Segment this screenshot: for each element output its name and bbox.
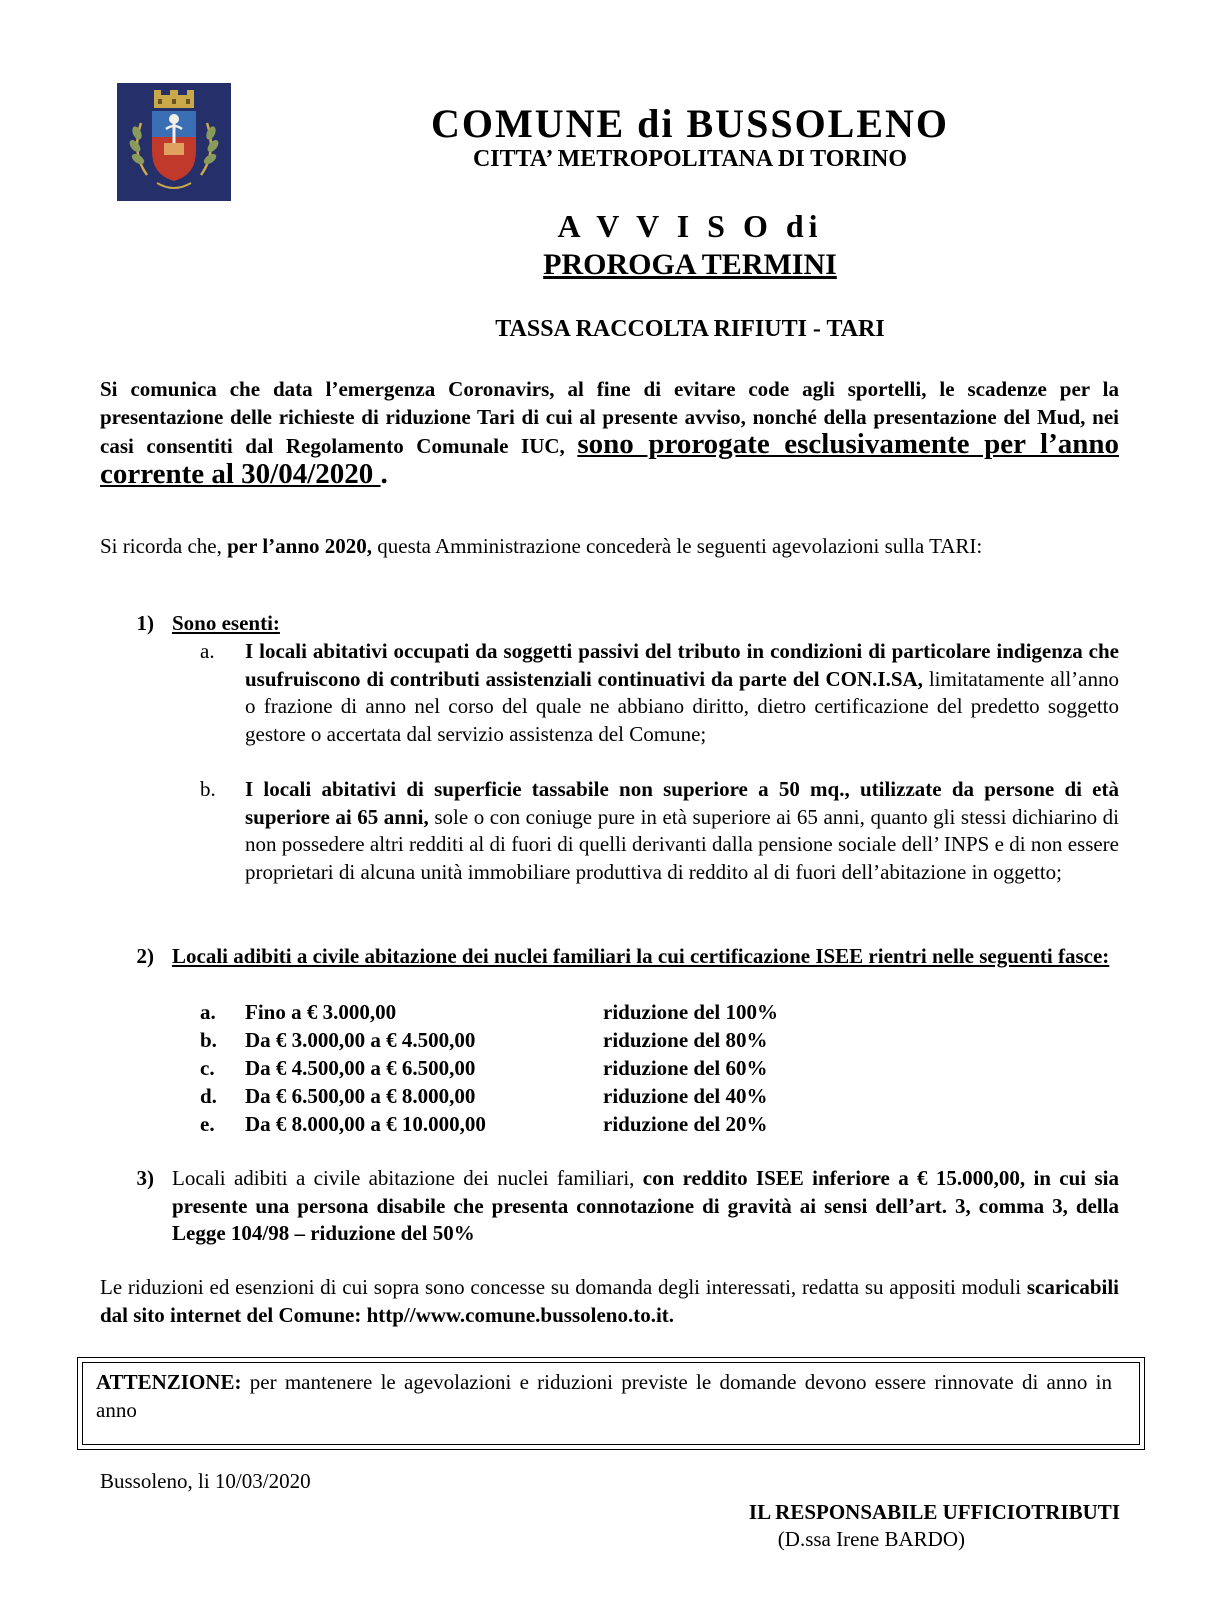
- isee-row-range: Fino a € 3.000,00: [245, 1000, 397, 1024]
- section1-b-text: [245, 776, 1119, 886]
- section1-number: 1): [136, 611, 154, 635]
- document-date: Bussoleno, li 10/03/2020: [100, 1469, 311, 1493]
- website-text: scaricabili dal sito internet del Comune: http//www.comune.bussoleno.to.it.: [100, 1275, 1119, 1327]
- intro-highlight: sono prorogate esclusivamente per l’anno corrente al 30/04/2020: [100, 428, 1119, 490]
- intro-end: .: [380, 457, 388, 490]
- reminder-paragraph: [100, 533, 1119, 561]
- attention-box: [77, 1357, 1145, 1450]
- isee-row-reduction: riduzione del 20%: [603, 1112, 768, 1136]
- intro-paragraph: [100, 376, 1119, 490]
- isee-row: [200, 1110, 900, 1138]
- application-text: Le riduzioni ed esenzioni di cui sopra sono concesse su domanda degli interessati, redatta su appositi moduli: [100, 1275, 1027, 1299]
- isee-row-label: c.: [200, 1056, 215, 1080]
- isee-row-reduction: riduzione del 100%: [603, 1000, 779, 1024]
- isee-row-range: Da € 6.500,00 a € 8.000,00: [245, 1084, 476, 1108]
- metropolitan-city: CITTA’ METROPOLITANA DI TORINO: [472, 146, 908, 172]
- reminder-pre: Si ricorda che,: [100, 534, 228, 558]
- isee-row-label: e.: [200, 1112, 215, 1136]
- section2-heading: Locali adibiti a civile abitazione dei nuclei familiari la cui certificazione ISEE rientri nelle seguenti fasce:: [172, 944, 1110, 968]
- intro-text: Si comunica che data l’emergenza Coronavirs, al fine di evitare code agli sportelli, le scadenze per la presentazione delle richieste di riduzione Tari di cui al presente avviso, nonché della presentazione del Mud, nei casi consentiti dal Regolamento Comunale IUC,: [100, 377, 1119, 458]
- application-paragraph: [100, 1274, 1119, 1329]
- section1-b-label: b.: [200, 777, 216, 801]
- isee-row-reduction: riduzione del 80%: [603, 1028, 768, 1052]
- isee-row-range: Da € 8.000,00 a € 10.000,00: [245, 1112, 486, 1136]
- section1-b-rest: sole o con coniuge pure in età superiore ai 65 anni, quanto gli stessi dichiarino di non possedere altri redditi al di fuori di quelli derivanti dalla pensione sociale dell’ INPS e di non essere proprietari di alcuna unità immobiliare produttiva di reddito al di fuori dell’abitazione in oggetto;: [245, 804, 1120, 884]
- isee-row-range: Da € 4.500,00 a € 6.500,00: [245, 1056, 476, 1080]
- municipality-name: COMUNE di BUSSOLENO: [430, 101, 950, 146]
- section1-a-bold: I locali abitativi occupati da soggetti passivi del tributo in condizioni di particolare indigenza che usufruiscono di contributi assistenziali continuativi da parte del CON.I.SA,: [245, 639, 1119, 691]
- attention-text: [96, 1368, 1112, 1424]
- section3-number: 3): [136, 1166, 154, 1190]
- isee-row: [200, 1026, 900, 1054]
- isee-row-reduction: riduzione del 60%: [603, 1056, 768, 1080]
- attention-label: ATTENZIONE:: [96, 1370, 242, 1394]
- isee-row-label: a.: [200, 1000, 216, 1024]
- isee-row: [200, 998, 900, 1026]
- section3-text: [172, 1165, 1119, 1248]
- notice-title: A V V I S O di: [557, 208, 823, 244]
- tax-title: TASSA RACCOLTA RIFIUTI - TARI: [495, 316, 885, 342]
- section1-a-label: a.: [200, 639, 215, 663]
- section1-a-text: [245, 638, 1119, 748]
- attention-body: per mantenere le agevolazioni e riduzioni previste le domande devono essere rinnovate di anno in anno: [96, 1370, 1112, 1422]
- section1-a-rest: limitatamente all’anno o frazione di anno nel corso del quale ne abbiano diritto, dietro certificazione del predetto soggetto gestore o accertata dal servizio assistenza del Comune;: [245, 666, 1120, 746]
- isee-row-label: d.: [200, 1084, 217, 1108]
- isee-row-reduction: riduzione del 40%: [603, 1084, 768, 1108]
- section2-number: 2): [136, 944, 154, 968]
- reminder-post: questa Amministrazione concederà le seguenti agevolazioni sulla TARI:: [372, 534, 983, 558]
- isee-row: [200, 1054, 900, 1082]
- section1-b-bold: I locali abitativi di superficie tassabile non superiore a 50 mq., utilizzate da persone di età superiore ai 65 anni,: [245, 777, 1119, 829]
- isee-row: [200, 1082, 900, 1110]
- reminder-year: per l’anno 2020,: [227, 534, 373, 558]
- isee-row-label: b.: [200, 1028, 217, 1052]
- isee-row-range: Da € 3.000,00 a € 4.500,00: [245, 1028, 476, 1052]
- section3-bold: con reddito ISEE inferiore a € 15.000,00, in cui sia presente una persona disabile che presenta connotazione di gravità ai sensi dell’art. 3, comma 3, della Legge 104/98 – riduzione del 50%: [172, 1166, 1119, 1245]
- section3-intro: Locali adibiti a civile abitazione dei nuclei familiari,: [172, 1166, 643, 1190]
- section1-heading: Sono esenti:: [172, 611, 280, 635]
- signatory-role: IL RESPONSABILE UFFICIOTRIBUTI: [748, 1500, 1120, 1524]
- notice-subtitle: PROROGA TERMINI: [543, 248, 837, 281]
- municipal-crest-icon: [117, 83, 231, 201]
- signatory-name: (D.ssa Irene BARDO): [777, 1527, 965, 1551]
